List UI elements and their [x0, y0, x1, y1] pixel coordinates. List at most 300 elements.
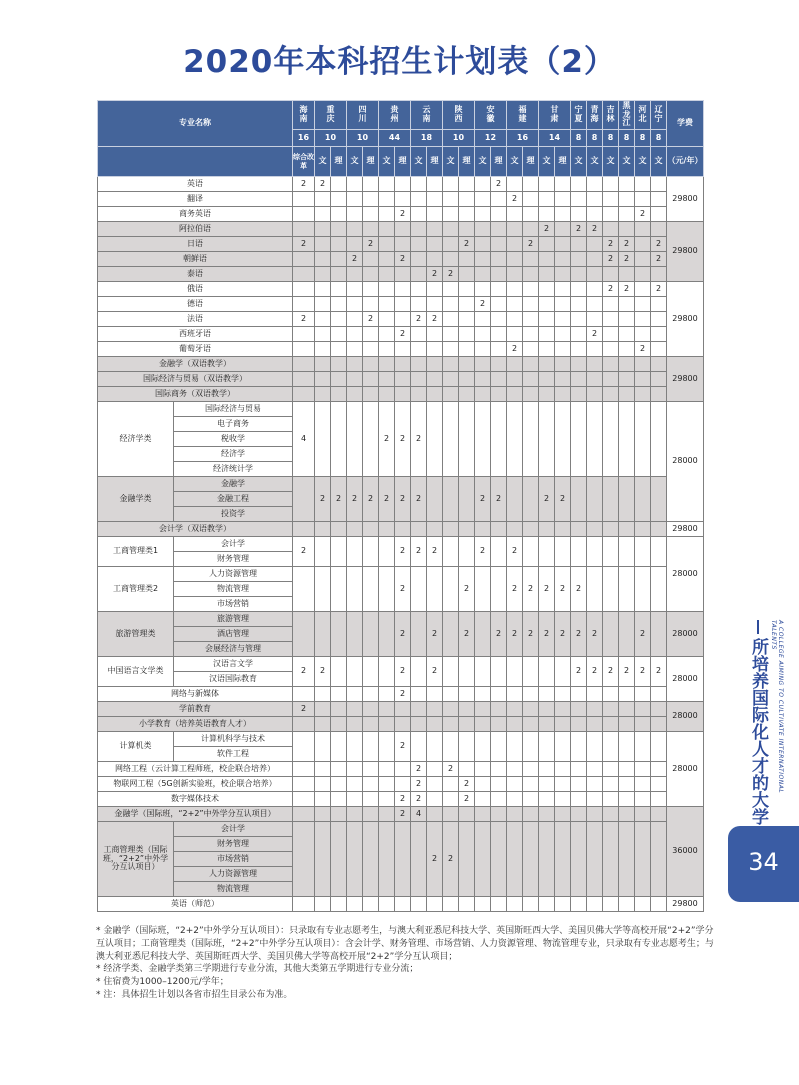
major-name: 网络工程（云计算工程师班，校企联合培养）	[98, 762, 293, 777]
quota-cell	[507, 732, 523, 762]
quota-cell	[475, 762, 491, 777]
major-name: 经济统计学	[174, 462, 293, 477]
table-row	[98, 567, 704, 582]
quota-cell	[523, 702, 539, 717]
side-slogan	[744, 620, 772, 825]
quota-cell	[603, 357, 619, 372]
quota-cell	[411, 267, 427, 282]
quota-cell	[331, 567, 347, 612]
quota-cell	[427, 762, 443, 777]
quota-cell	[491, 207, 507, 222]
footnote-3: * 住宿费为1000–1200元/学年；	[96, 977, 229, 988]
quota-cell: 2	[395, 207, 411, 222]
province-header: 陕 西	[443, 101, 475, 130]
quota-cell: 2	[459, 792, 475, 807]
quota-cell	[293, 207, 315, 222]
quota-cell	[363, 207, 379, 222]
quota-cell	[363, 297, 379, 312]
quota-cell: 2	[315, 477, 331, 522]
quota-cell	[443, 192, 459, 207]
quota-cell	[379, 267, 395, 282]
quota-cell	[651, 297, 667, 312]
quota-cell	[395, 342, 411, 357]
quota-cell	[523, 342, 539, 357]
quota-cell	[293, 612, 315, 657]
province-total: 8	[635, 130, 651, 147]
quota-cell: 2	[411, 402, 427, 477]
quota-cell	[475, 237, 491, 252]
quota-cell	[651, 222, 667, 237]
quota-cell	[411, 327, 427, 342]
major-category: 工商管理类1	[98, 537, 174, 567]
quota-cell	[331, 537, 347, 567]
quota-cell	[491, 687, 507, 702]
quota-cell: 2	[443, 267, 459, 282]
quota-cell	[315, 222, 331, 237]
quota-cell	[363, 357, 379, 372]
major-name: 酒店管理	[174, 627, 293, 642]
quota-cell	[523, 537, 539, 567]
quota-cell	[651, 207, 667, 222]
quota-cell	[651, 792, 667, 807]
quota-cell	[315, 522, 331, 537]
province-total: 8	[619, 130, 635, 147]
province-header: 安 徽	[475, 101, 507, 130]
table-row	[98, 402, 704, 417]
quota-cell	[603, 372, 619, 387]
quota-cell	[539, 822, 555, 897]
quota-cell	[395, 777, 411, 792]
province-header: 宁 夏	[571, 101, 587, 130]
quota-cell	[603, 312, 619, 327]
quota-cell	[427, 687, 443, 702]
province-header: 青 海	[587, 101, 603, 130]
quota-cell	[475, 327, 491, 342]
subject-header: 文	[571, 147, 587, 177]
quota-cell	[523, 777, 539, 792]
major-name: 俄语	[98, 282, 293, 297]
quota-cell	[379, 732, 395, 762]
quota-cell	[651, 612, 667, 657]
quota-cell	[587, 192, 603, 207]
quota-cell: 2	[443, 762, 459, 777]
quota-cell	[523, 372, 539, 387]
quota-cell	[571, 807, 587, 822]
quota-cell	[603, 777, 619, 792]
major-name: 金融学	[174, 477, 293, 492]
quota-cell	[491, 822, 507, 897]
quota-cell	[651, 807, 667, 822]
quota-cell	[523, 222, 539, 237]
major-name: 泰语	[98, 267, 293, 282]
quota-cell	[507, 252, 523, 267]
quota-cell	[331, 297, 347, 312]
quota-cell	[443, 402, 459, 477]
quota-cell	[555, 372, 571, 387]
quota-cell	[443, 612, 459, 657]
quota-cell	[315, 612, 331, 657]
quota-cell	[635, 222, 651, 237]
quota-cell	[411, 702, 427, 717]
quota-cell	[651, 537, 667, 567]
quota-cell	[635, 762, 651, 777]
quota-cell	[475, 612, 491, 657]
quota-cell	[619, 762, 635, 777]
quota-cell	[603, 762, 619, 777]
quota-cell	[363, 702, 379, 717]
quota-cell	[379, 807, 395, 822]
quota-cell	[443, 537, 459, 567]
quota-cell	[395, 282, 411, 297]
quota-cell	[379, 687, 395, 702]
major-name: 物流管理	[174, 582, 293, 597]
quota-cell	[523, 267, 539, 282]
major-name: 会计学（双语教学）	[98, 522, 293, 537]
quota-cell	[635, 687, 651, 702]
table-row	[98, 252, 704, 267]
quota-cell: 2	[427, 312, 443, 327]
quota-cell	[459, 342, 475, 357]
subject-header: 理	[491, 147, 507, 177]
quota-cell	[507, 267, 523, 282]
quota-cell	[587, 537, 603, 567]
quota-cell	[427, 807, 443, 822]
quota-cell	[603, 477, 619, 522]
quota-cell: 2	[635, 207, 651, 222]
quota-cell	[443, 252, 459, 267]
major-name: 西班牙语	[98, 327, 293, 342]
quota-cell	[293, 342, 315, 357]
major-name: 计算机科学与技术	[174, 732, 293, 747]
quota-cell	[507, 327, 523, 342]
quota-cell	[571, 762, 587, 777]
quota-cell	[443, 777, 459, 792]
quota-cell: 2	[459, 777, 475, 792]
province-header: 重 庆	[315, 101, 347, 130]
quota-cell: 2	[395, 807, 411, 822]
major-name: 国际商务（双语教学）	[98, 387, 293, 402]
quota-cell	[603, 222, 619, 237]
major-name: 小学教育（培养英语教育人才）	[98, 717, 293, 732]
quota-cell: 2	[411, 792, 427, 807]
quota-cell	[427, 207, 443, 222]
quota-cell	[443, 327, 459, 342]
quota-cell	[491, 312, 507, 327]
quota-cell: 2	[427, 267, 443, 282]
quota-cell	[555, 327, 571, 342]
quota-cell	[331, 327, 347, 342]
quota-cell	[491, 717, 507, 732]
tuition-cell: 29800	[667, 282, 704, 357]
quota-cell	[603, 342, 619, 357]
quota-cell	[635, 282, 651, 297]
quota-cell	[347, 762, 363, 777]
quota-cell	[475, 312, 491, 327]
quota-cell	[603, 402, 619, 477]
quota-cell	[411, 387, 427, 402]
quota-cell	[587, 207, 603, 222]
quota-cell	[651, 357, 667, 372]
quota-cell: 2	[395, 402, 411, 477]
quota-cell	[459, 897, 475, 912]
quota-cell	[507, 897, 523, 912]
quota-cell	[491, 657, 507, 687]
quota-cell	[395, 372, 411, 387]
subject-header: 理	[459, 147, 475, 177]
table-row	[98, 792, 704, 807]
major-name: 财务管理	[174, 552, 293, 567]
quota-cell	[635, 807, 651, 822]
quota-cell	[587, 282, 603, 297]
quota-cell	[571, 822, 587, 897]
quota-cell	[539, 522, 555, 537]
quota-cell	[571, 372, 587, 387]
quota-cell	[539, 327, 555, 342]
quota-cell	[459, 207, 475, 222]
quota-cell	[475, 822, 491, 897]
major-name: 投资学	[174, 507, 293, 522]
quota-cell	[443, 657, 459, 687]
quota-cell	[459, 222, 475, 237]
province-total: 8	[603, 130, 619, 147]
quota-cell	[491, 387, 507, 402]
quota-cell	[293, 282, 315, 297]
quota-cell: 2	[475, 297, 491, 312]
table-row	[98, 207, 704, 222]
quota-cell	[651, 897, 667, 912]
major-category: 经济学类	[98, 402, 174, 477]
quota-cell	[331, 312, 347, 327]
quota-cell	[603, 387, 619, 402]
province-total: 12	[475, 130, 507, 147]
quota-cell	[427, 897, 443, 912]
quota-cell: 2	[523, 237, 539, 252]
quota-cell: 2	[475, 537, 491, 567]
quota-cell	[379, 762, 395, 777]
quota-cell	[635, 312, 651, 327]
quota-cell	[459, 657, 475, 687]
quota-cell	[587, 732, 603, 762]
major-name: 网络与新媒体	[98, 687, 293, 702]
quota-cell	[443, 312, 459, 327]
footnotes	[96, 925, 714, 1002]
quota-cell	[475, 777, 491, 792]
tuition-cell: 28000	[667, 612, 704, 657]
quota-cell	[635, 327, 651, 342]
quota-cell	[507, 207, 523, 222]
quota-cell	[395, 267, 411, 282]
quota-cell	[331, 402, 347, 477]
quota-cell	[411, 612, 427, 657]
quota-cell: 2	[395, 537, 411, 567]
quota-cell	[523, 282, 539, 297]
table-row	[98, 327, 704, 342]
quota-cell	[395, 762, 411, 777]
table-row	[98, 192, 704, 207]
quota-cell	[347, 732, 363, 762]
major-name: 物流管理	[174, 882, 293, 897]
province-total: 16	[507, 130, 539, 147]
quota-cell	[523, 522, 539, 537]
subject-header: 文	[651, 147, 667, 177]
quota-cell: 2	[539, 567, 555, 612]
quota-cell: 2	[523, 567, 539, 612]
quota-cell: 2	[587, 612, 603, 657]
quota-cell: 2	[571, 612, 587, 657]
quota-cell	[619, 207, 635, 222]
quota-cell	[651, 567, 667, 612]
quota-cell: 2	[293, 177, 315, 192]
quota-cell: 2	[475, 477, 491, 522]
quota-cell	[555, 822, 571, 897]
quota-cell	[331, 612, 347, 657]
quota-cell	[571, 792, 587, 807]
quota-cell	[411, 357, 427, 372]
quota-cell	[427, 237, 443, 252]
quota-cell	[539, 717, 555, 732]
major-name: 国际经济与贸易（双语教学）	[98, 372, 293, 387]
table-row	[98, 717, 704, 732]
quota-cell	[293, 717, 315, 732]
quota-cell	[635, 702, 651, 717]
province-total: 18	[411, 130, 443, 147]
quota-cell	[315, 687, 331, 702]
quota-cell: 2	[379, 402, 395, 477]
quota-cell	[347, 897, 363, 912]
quota-cell	[587, 237, 603, 252]
quota-cell	[539, 372, 555, 387]
quota-cell	[587, 267, 603, 282]
quota-cell	[293, 777, 315, 792]
quota-cell	[523, 762, 539, 777]
quota-cell	[427, 387, 443, 402]
quota-cell	[603, 702, 619, 717]
quota-cell	[555, 282, 571, 297]
quota-cell	[315, 762, 331, 777]
quota-cell	[459, 192, 475, 207]
quota-cell	[539, 702, 555, 717]
major-name: 葡萄牙语	[98, 342, 293, 357]
province-header: 贵 州	[379, 101, 411, 130]
subject-header: 理	[555, 147, 571, 177]
quota-cell	[587, 372, 603, 387]
quota-cell	[507, 792, 523, 807]
quota-cell	[539, 267, 555, 282]
major-name: 日语	[98, 237, 293, 252]
quota-cell	[379, 237, 395, 252]
quota-cell	[293, 297, 315, 312]
quota-cell	[587, 297, 603, 312]
quota-cell	[635, 237, 651, 252]
quota-cell	[315, 312, 331, 327]
quota-cell	[347, 342, 363, 357]
quota-cell	[603, 807, 619, 822]
quota-cell	[619, 717, 635, 732]
tuition-cell: 29800	[667, 522, 704, 537]
quota-cell	[293, 357, 315, 372]
quota-cell	[363, 612, 379, 657]
quota-cell	[555, 687, 571, 702]
major-category: 旅游管理类	[98, 612, 174, 657]
quota-cell	[427, 702, 443, 717]
footnote-4: * 注：具体招生计划以各省市招生目录公布为准。	[96, 989, 293, 1000]
quota-cell	[491, 237, 507, 252]
quota-cell	[293, 267, 315, 282]
quota-cell: 2	[395, 612, 411, 657]
quota-cell	[491, 222, 507, 237]
quota-cell	[427, 792, 443, 807]
quota-cell	[475, 522, 491, 537]
quota-cell	[475, 402, 491, 477]
quota-cell	[395, 522, 411, 537]
quota-cell	[523, 897, 539, 912]
province-total: 10	[347, 130, 379, 147]
quota-cell	[571, 282, 587, 297]
quota-cell	[603, 717, 619, 732]
major-name: 英语（师范）	[98, 897, 293, 912]
quota-cell	[619, 807, 635, 822]
major-name: 法语	[98, 312, 293, 327]
quota-cell	[459, 177, 475, 192]
quota-cell: 2	[411, 537, 427, 567]
quota-cell	[443, 207, 459, 222]
quota-cell: 2	[459, 567, 475, 612]
quota-cell	[475, 732, 491, 762]
major-name: 旅游管理	[174, 612, 293, 627]
quota-cell	[555, 522, 571, 537]
quota-cell	[363, 807, 379, 822]
quota-cell	[411, 207, 427, 222]
quota-cell	[459, 807, 475, 822]
province-header: 甘 肃	[539, 101, 571, 130]
quota-cell	[459, 327, 475, 342]
quota-cell	[395, 237, 411, 252]
province-total: 10	[315, 130, 347, 147]
quota-cell	[331, 762, 347, 777]
quota-cell	[475, 792, 491, 807]
quota-cell	[635, 822, 651, 897]
quota-cell: 2	[427, 537, 443, 567]
quota-cell	[475, 207, 491, 222]
quota-cell	[363, 327, 379, 342]
quota-cell	[379, 792, 395, 807]
quota-cell	[347, 372, 363, 387]
major-category: 工商管理类2	[98, 567, 174, 612]
quota-cell: 2	[491, 177, 507, 192]
quota-cell	[619, 297, 635, 312]
quota-cell	[555, 732, 571, 762]
quota-cell	[411, 192, 427, 207]
major-name: 朝鲜语	[98, 252, 293, 267]
quota-cell	[379, 717, 395, 732]
quota-cell	[603, 207, 619, 222]
quota-cell	[571, 177, 587, 192]
table-row	[98, 357, 704, 372]
quota-cell	[427, 327, 443, 342]
quota-cell: 2	[491, 477, 507, 522]
quota-cell	[635, 522, 651, 537]
quota-cell	[427, 342, 443, 357]
quota-cell: 2	[555, 612, 571, 657]
quota-cell	[331, 717, 347, 732]
quota-cell	[443, 567, 459, 612]
quota-cell	[363, 687, 379, 702]
quota-cell	[411, 822, 427, 897]
quota-cell	[507, 702, 523, 717]
quota-cell: 2	[651, 282, 667, 297]
quota-cell	[443, 522, 459, 537]
quota-cell	[395, 387, 411, 402]
